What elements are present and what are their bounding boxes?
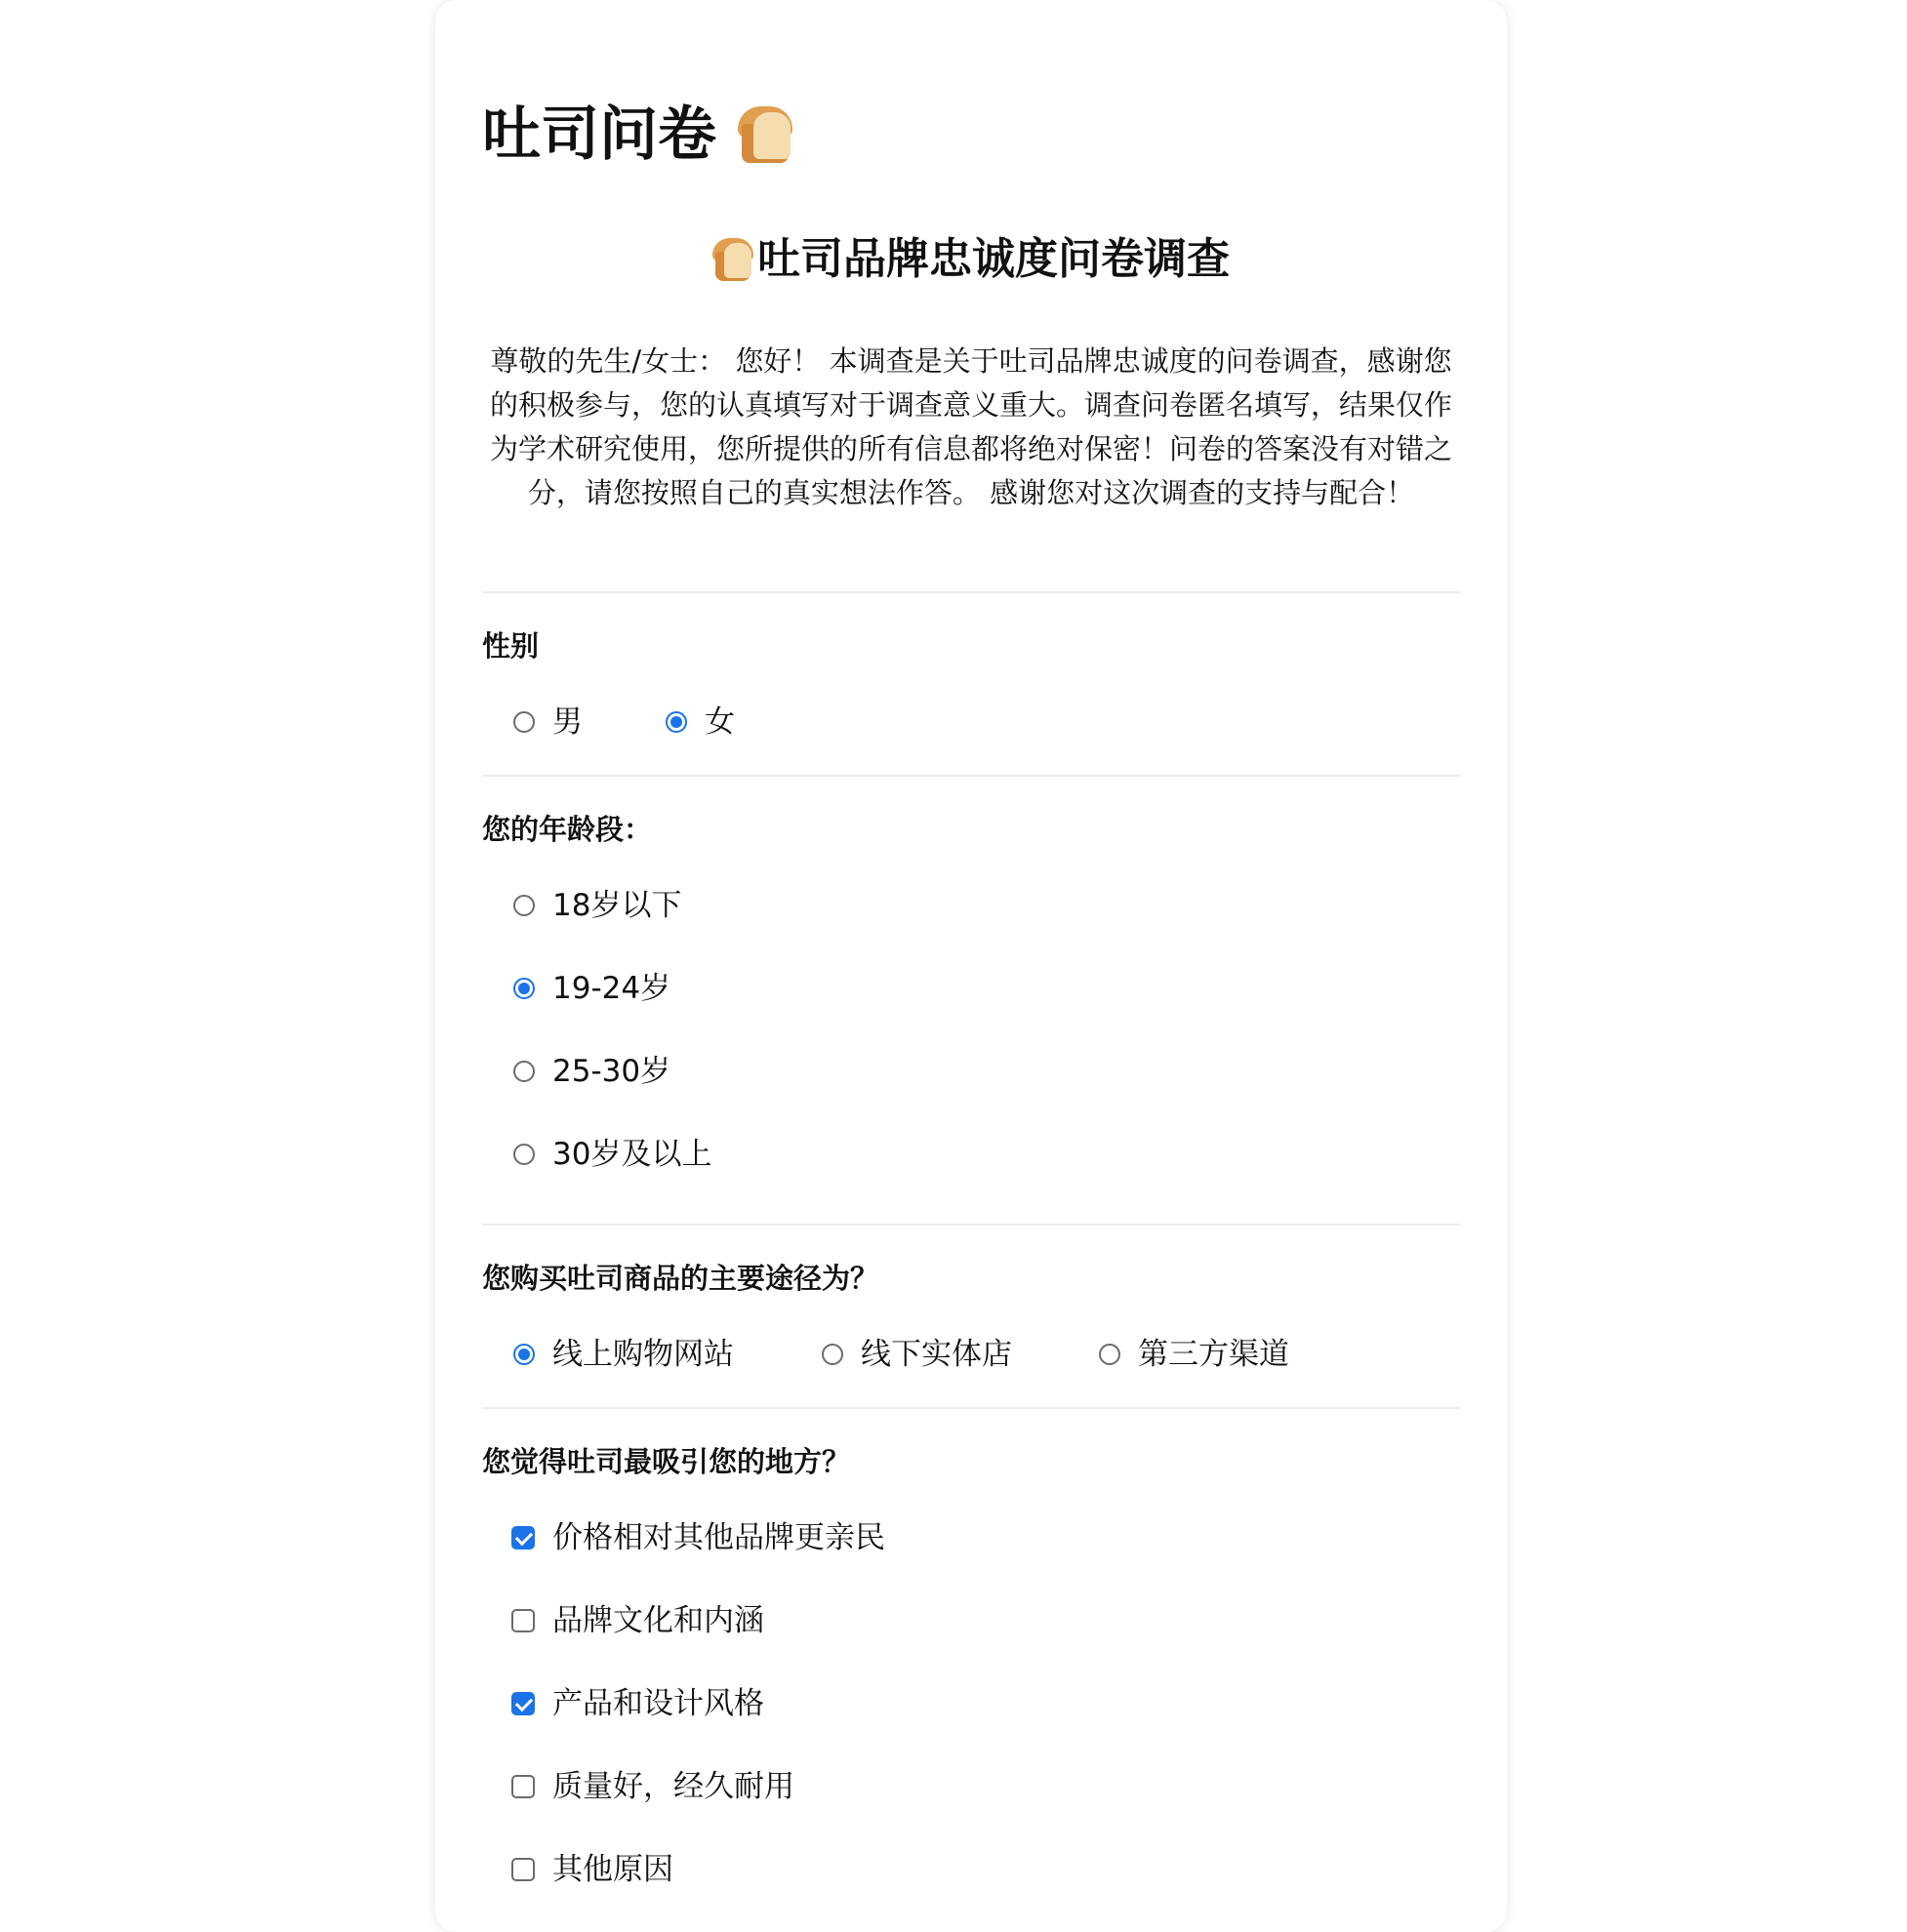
option-label: 男 xyxy=(552,704,583,740)
option-age-25-30[interactable] xyxy=(513,1050,670,1093)
option-appeal-price[interactable] xyxy=(511,1516,885,1559)
radio-age-under-18[interactable] xyxy=(513,895,535,916)
checkbox-appeal-price[interactable] xyxy=(511,1526,535,1550)
question-gender-label: 性别 xyxy=(482,629,540,663)
option-label: 质量好，经久耐用 xyxy=(552,1769,794,1804)
option-label: 第三方渠道 xyxy=(1138,1337,1289,1372)
divider xyxy=(482,775,1460,777)
radio-channel-online[interactable] xyxy=(513,1344,535,1365)
checkbox-appeal-other[interactable] xyxy=(511,1858,535,1881)
option-label: 女 xyxy=(705,704,735,740)
bread-icon xyxy=(738,106,792,163)
radio-gender-female[interactable] xyxy=(666,711,687,733)
option-label: 18岁以下 xyxy=(552,888,682,923)
survey-title xyxy=(482,230,1460,289)
option-label: 30岁及以上 xyxy=(552,1137,712,1172)
divider xyxy=(482,1224,1460,1226)
option-label: 价格相对其他品牌更亲民 xyxy=(552,1520,885,1555)
app-title-text: 吐司问卷 xyxy=(482,101,716,169)
checkbox-appeal-quality[interactable] xyxy=(511,1775,535,1798)
divider xyxy=(482,1407,1460,1409)
option-label: 线下实体店 xyxy=(861,1337,1012,1372)
option-appeal-other[interactable] xyxy=(511,1848,673,1891)
option-label: 线上购物网站 xyxy=(552,1337,734,1372)
option-appeal-quality[interactable] xyxy=(511,1765,794,1808)
divider xyxy=(482,591,1460,593)
question-channel-label: 您购买吐司商品的主要途径为？ xyxy=(482,1262,879,1295)
survey-title-text: 吐司品牌忠诚度问卷调查 xyxy=(757,234,1230,284)
bread-icon xyxy=(712,238,753,281)
question-age-label: 您的年龄段： xyxy=(482,813,653,846)
radio-gender-male[interactable] xyxy=(513,711,535,733)
option-age-30-plus[interactable] xyxy=(513,1133,711,1176)
option-label: 产品和设计风格 xyxy=(552,1686,764,1721)
option-gender-female[interactable] xyxy=(666,701,735,744)
checkbox-appeal-design[interactable] xyxy=(511,1692,535,1715)
option-channel-third-party[interactable] xyxy=(1099,1333,1289,1376)
checkbox-appeal-brand-culture[interactable] xyxy=(511,1609,535,1632)
survey-intro: 尊敬的先生/女士： 您好！ 本调查是关于吐司品牌忠诚度的问卷调查，感谢您的积极参与，您的认真填写对于调查意义重大。调查问卷匿名填写，结果仅作为学术研究使用，您所提供的所有信息都将绝对保密！问卷的答案没有对错之分，请您按照自己的真实想法作答。 感谢您对这次调查的支持与配合！ xyxy=(489,344,1452,509)
option-label: 其他原因 xyxy=(552,1852,673,1887)
page-title xyxy=(482,94,792,176)
option-channel-offline[interactable] xyxy=(822,1333,1012,1376)
option-label: 25-30岁 xyxy=(552,1054,671,1089)
option-appeal-brand-culture[interactable] xyxy=(511,1599,764,1642)
survey-card xyxy=(435,0,1507,1932)
option-age-under-18[interactable] xyxy=(513,884,681,927)
option-label: 19-24岁 xyxy=(552,971,671,1006)
question-appeal-label: 您觉得吐司最吸引您的地方？ xyxy=(482,1445,851,1478)
radio-age-30-plus[interactable] xyxy=(513,1144,535,1165)
radio-channel-third-party[interactable] xyxy=(1099,1344,1120,1365)
option-age-19-24[interactable] xyxy=(513,967,670,1010)
option-channel-online[interactable] xyxy=(513,1333,734,1376)
radio-channel-offline[interactable] xyxy=(822,1344,843,1365)
radio-age-25-30[interactable] xyxy=(513,1061,535,1082)
option-label: 品牌文化和内涵 xyxy=(552,1603,764,1638)
option-gender-male[interactable] xyxy=(513,701,583,744)
option-appeal-design[interactable] xyxy=(511,1682,764,1725)
radio-age-19-24[interactable] xyxy=(513,978,535,999)
